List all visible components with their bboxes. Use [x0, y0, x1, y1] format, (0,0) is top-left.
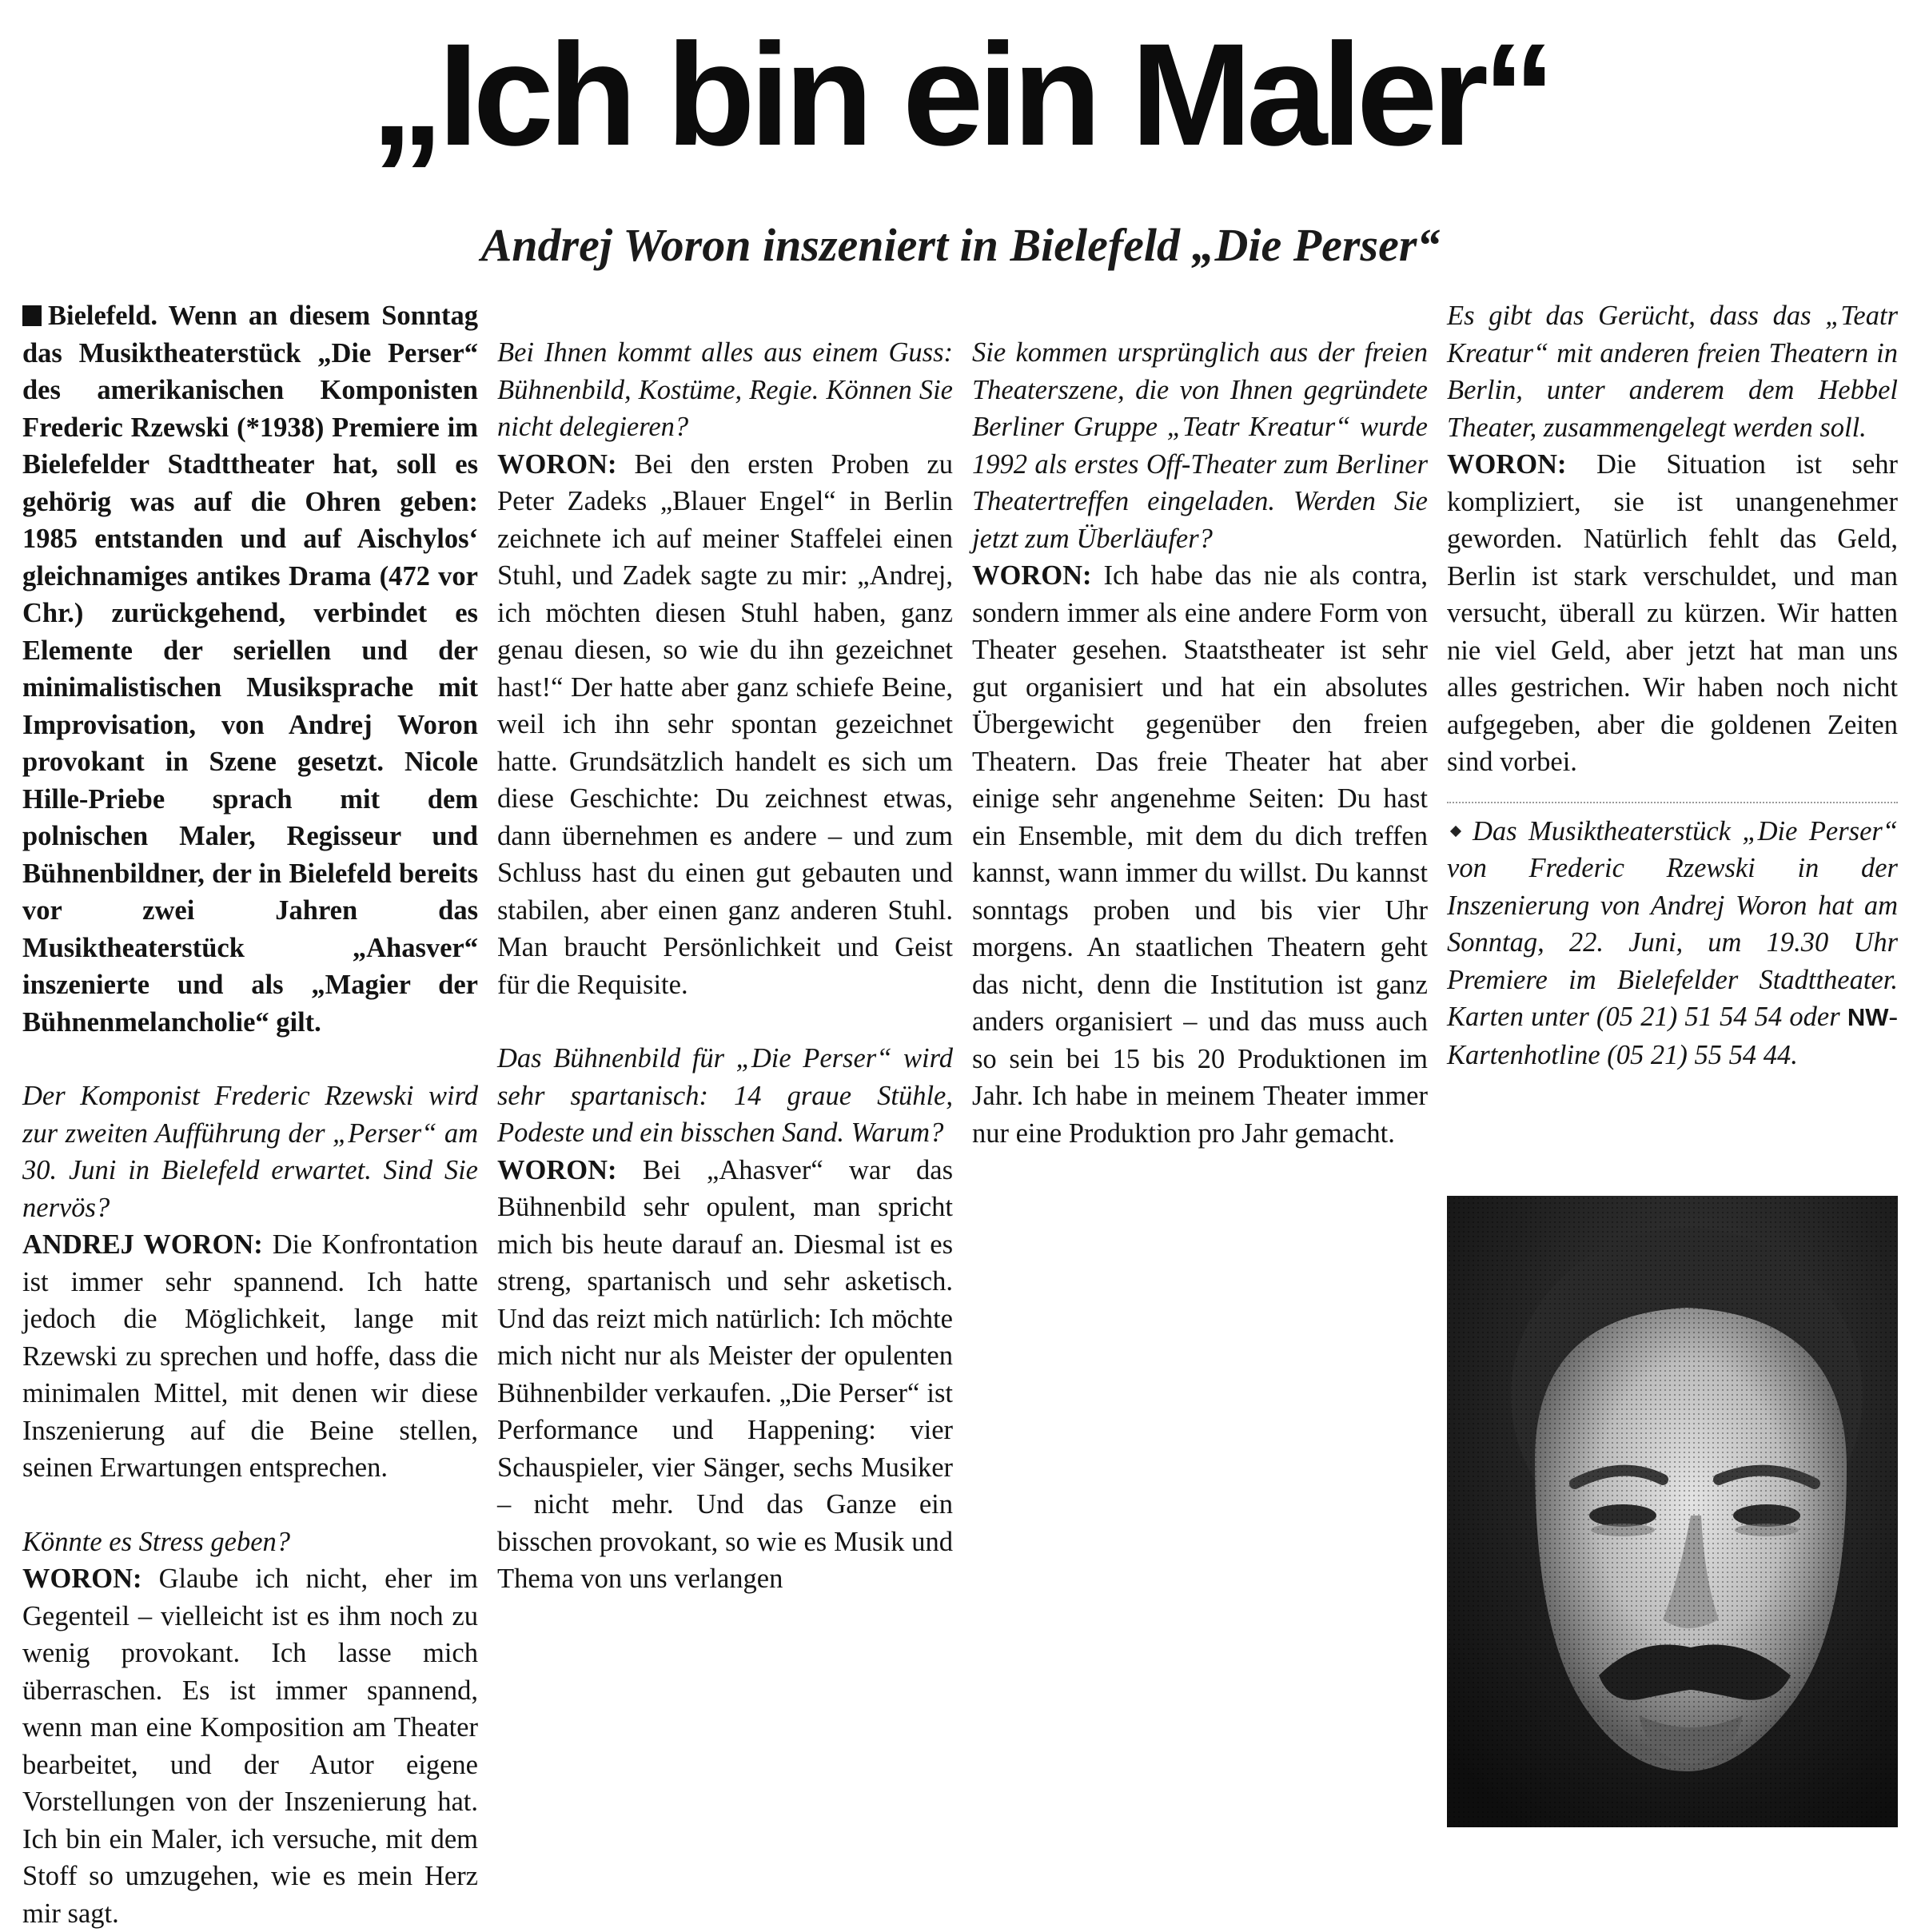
answer-text: Glaube ich nicht, eher im Gegenteil – vielleicht ist es ihm noch zu wenig provokant. Ich lasse mich überraschen. Es ist immer spannend, wenn man eine Komposition am Theater bearbeitet, und der Autor eigene Vorstellungen von der Inszenierung hat. Ich bin ein Maler, ich versuche, mit dem Stoff so umzugehen, wie es mein Herz mir sagt.	[22, 1564, 479, 1929]
article-column-4	[1447, 297, 1898, 1074]
answer-text: Die Konfrontation ist immer sehr spannend. Ich hatte jedoch die Möglichkeit, lange mit Rzewski zu sprechen und hoffe, dass die minimalen Mittel, mit denen wir diese Inszenierung auf die Beine stellen, seinen Erwartungen entsprechen.	[22, 1229, 478, 1483]
speaker-label: WORON:	[972, 560, 1092, 591]
answer-2	[22, 1560, 478, 1932]
speaker-label: WORON:	[497, 1154, 617, 1185]
question-5: Sie kommen ursprünglich aus der freien Theaterszene, die von Ihnen gegründete Berliner Gruppe „Teatr Kreatur“ wurde 1992 als erstes Off-Theater zum Berliner Theatertreffen eingeladen. Werden Sie jetzt zum Überläufer?	[972, 337, 1428, 554]
answer-5	[972, 557, 1428, 1152]
answer-3	[497, 446, 953, 1004]
answer-text: Bei den ersten Proben zu Peter Zadeks „Blauer Engel“ in Berlin zeichnete ich auf meiner Staffelei einen Stuhl, und Zadek sagte zu mir: „Andrej, ich möchten diesen Stuhl haben, ganz genau diesen, so wie du ihn gezeichnet hast!“ Der hatte aber ganz schiefe Beine, weil ich ihn sehr spontan gezeichnet hatte. Grundsätzlich handelt es sich um diese Geschichte: Du zeichnest etwas, dann übernehmen es andere – und zum Schluss hast du einen gut gebauten und stabilen, aber einen ganz anderen Stuhl. Man braucht Persönlichkeit und Geist für die Requisite.	[497, 448, 954, 1000]
portrait-image	[1447, 1196, 1898, 1827]
article-column-3	[972, 297, 1428, 1152]
event-info-text: Das Musiktheaterstück „Die Perser“ von Frederic Rzewski in der Inszenierung von Andrej Woron hat am Sonntag, 22. Juni, um 19.30 Uhr Premiere im Bielefelder Stadttheater. Karten unter (05 21) 51 54 54 oder	[1447, 815, 1898, 1032]
question-1: Der Komponist Frederic Rzewski wird zur zweiten Aufführung der „Perser“ am 30. Juni in Bielefeld erwartet. Sind Sie nervös?	[22, 1081, 478, 1223]
nw-brand-label: NW	[1847, 1003, 1889, 1031]
speaker-label: ANDREJ WORON:	[22, 1229, 263, 1260]
question-3: Bei Ihnen kommt alles aus einem Guss: Bühnenbild, Kostüme, Regie. Können Sie nicht delegieren?	[497, 337, 953, 442]
intro-text: Bielefeld. Wenn an diesem Sonntag das Musiktheaterstück „Die Perser“ des amerikanischen Komponisten Frederic Rzewski (*1938) Premiere im Bielefelder Stadttheater hat, soll es gehörig was auf die Ohren geben: 1985 entstanden und auf Aischylos‘ gleichnamiges antikes Drama (472 vor Chr.) zurückgehend, verbindet es Elemente der seriellen und der minimalistischen Musiksprache mit Improvisation, von Andrej Woron provokant in Szene gesetzt. Nicole Hille-Priebe sprach mit dem polnischen Maler, Regisseur und Bühnenbildner, der in Bielefeld bereits vor zwei Jahren das Musiktheaterstück „Ahasver“ inszenierte und als „Magier der Bühnenmelancholie“ gilt.	[22, 301, 478, 1038]
event-info-box	[1447, 813, 1898, 1074]
answer-text: Bei „Ahasver“ war das Bühnenbild sehr opulent, man spricht mich bis heute darauf an. Diesmal ist es streng, spartanisch und sehr asketisch. Und das reizt mich natürlich: Ich möchte mich nicht nur als Meister der opulenten Bühnenbilder verkaufen. „Die Perser“ ist Performance und Happening: vier Schauspieler, vier Sänger, sechs Musiker – nicht mehr. Und das Ganze ein bisschen provokant, so wie es Musik und Thema von uns verlangen	[497, 1154, 953, 1594]
speaker-label: WORON:	[22, 1564, 142, 1594]
portrait-photo	[1447, 1196, 1898, 1827]
speaker-label: WORON:	[497, 448, 617, 480]
answer-text: Ich habe das nie als contra, sondern immer als eine andere Form von Theater gesehen. Staatstheater ist sehr gut organisiert und hat ein absolutes Übergewicht gegenüber den freien Theatern. Das freie Theater hat aber einige sehr angenehme Seiten: Du hast ein Ensemble, mit dem du dich treffen kannst, wann immer du willst. Du kannst sonntags proben und bis vier Uhr morgens. An staatlichen Theatern geht das nicht, denn die Institution ist ganz anders organisiert – und das muss auch so sein bei 15 bis 20 Produktionen im Jahr. Ich habe in meinem Theater immer nur eine Produktion pro Jahr gemacht.	[972, 560, 1429, 1149]
answer-text: Die Situation ist sehr kompliziert, sie ist unangenehmer geworden. Natürlich fehlt das Geld, Berlin ist stark verschuldet, und man versucht, überall zu kürzen. Wir hatten nie viel Geld, aber jetzt hat man uns alles gestrichen. Wir haben noch nicht aufgegeben, aber die goldenen Zeiten sind vorbei.	[1447, 449, 1899, 777]
speaker-label: WORON:	[1447, 449, 1567, 480]
article-column-2	[497, 297, 953, 1598]
event-info-hotline: -Kartenhotline (05 21) 55 54 44.	[1447, 1002, 1898, 1070]
answer-4	[497, 1152, 953, 1598]
article-column-1	[22, 297, 478, 1932]
answer-6	[1447, 446, 1898, 781]
subheadline: Andrej Woron inszeniert in Bielefeld „Die Perser“	[480, 219, 1441, 271]
headline: „Ich bin ein Maler“	[371, 13, 1550, 176]
question-2: Könnte es Stress geben?	[22, 1526, 291, 1557]
answer-1	[22, 1226, 478, 1487]
question-4: Das Bühnenbild für „Die Perser“ wird sehr spartanisch: 14 graue Stühle, Podeste und ein bisschen Sand. Warum?	[497, 1043, 953, 1148]
question-6: Es gibt das Gerücht, dass das „Teatr Kreatur“ mit anderen freien Theatern in Berlin, unter anderem dem Hebbel Theater, zusammengelegt werden soll.	[1447, 301, 1898, 443]
dotted-divider	[1447, 802, 1898, 803]
intro-paragraph	[22, 297, 478, 1041]
diamond-bullet-icon	[1450, 825, 1461, 836]
square-bullet-icon	[22, 305, 42, 326]
